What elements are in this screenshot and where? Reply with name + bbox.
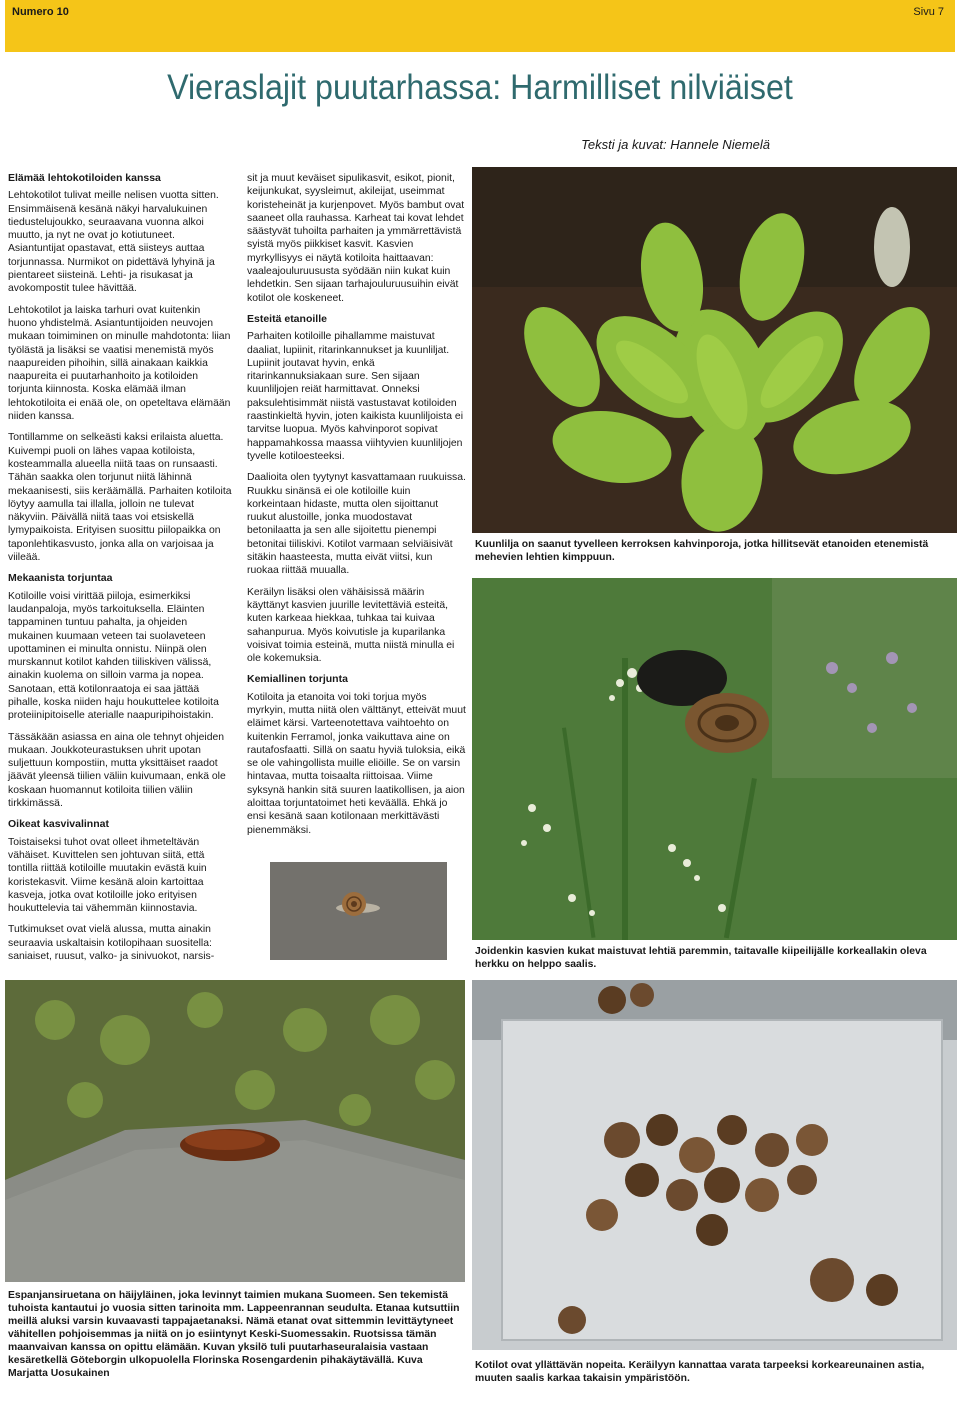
paragraph: Parhaiten kotiloille pihallamme maistuvat daaliat, lupiinit, ritarinkannukset ja kuunliljat. Lupiinit joutavat hyvin, enkä ritarinkannuksiakaan sure. Sen sijaan kuunliljojen reiät harmittavat. Onneksi paksulehtisimmät niistä vastustavat kotiloiden raastinkieltä hyvin, joten kaikista kuunliljoista ei tarvitse luopua. Myös kahvinporot sopivat happamahkossa maassa viihtyvien kuunliljojen tyvelle kotiloesteeksi. [247,331,464,462]
paragraph: Keräilyn lisäksi olen vähäisissä määrin käyttänyt kasvien juurille levitettäviä esteitä, kuten karkeaa hiekkaa, tuhkaa tai kuivaa sahanpurua. Myös koivutisle ja kuparilanka voisivat toimia esteinä, mutta niistä minulla ei ole kokemuksia. [247,586,455,665]
slug-photo [5,980,465,1282]
page-header-bar [5,0,955,52]
paragraph: Lehtokotilot tulivat meille nelisen vuotta sitten. Ensimmäisenä kesänä näkyi harvalukuinen tiedustelujoukko, seuraavana vuonna alkoi muutto, ja nyt ne ovat jo kotiutuneet. Asiantuntijat opastavat, että siisteys auttaa torjunnassa. Nurmikot on pidettävä lyhyinä ja pientareet siisteinä. Lehti- ja risukasat ja avokompostit tulee hävittää. [8,190,219,295]
paragraph: Toistaiseksi tuhot ovat olleet ihmeteltävän vähäiset. Kuvittelen sen johtuvan siitä, että tontilla riittää kotiloille muutakin evästä kuin koristekasvit. Viime kesänä aloin kartoittaa kasveja, jotka ovat kotiloille joko erityisen houkuttelevia tai vähemmän kiinnostavia. [8,836,207,915]
section-heading: Oikeat kasvivalinnat [8,818,109,831]
text-column-1 [8,172,232,971]
snails-in-box-photo [472,980,957,1350]
paragraph: Tontillamme on selkeästi kaksi erilaista aluetta. Kuivempi puoli on lähes vapaa kotiloista, kosteammalla alueella niitä taas on runsaasti. Tähän saakka olen torjunut niitä lähinnä mekaanisesti, siis keräämällä. Parhaiten kotiloita löytyy aamulla tai illalla, jolloin ne tulevat näkyviin. Päivällä niitä taas voi etsiskellä lymypaikoista. Erityisen suosittu piilopaikka on taponlehtikasvusto, jonka alla on varjoisaa ja viileää. [8,432,232,564]
flower-caption: Joidenkin kasvien kukat maistuvat lehtiä paremmin, taitavalle kiipeilijälle korkeallakin oleva herkku on helppo saalis. [475,946,927,970]
byline: Teksti ja kuvat: Hannele Niemelä [581,137,770,152]
text-column-2 [247,172,467,845]
page-number: Sivu 7 [913,6,944,18]
paragraph: Lehtokotilot ja laiska tarhuri ovat kuitenkin huono yhdistelmä. Asiantuntijoiden neuvojen mukaan toimiminen on minulle mahdotonta: liian työlästä ja lisäksi se vaatisi menemistä myös naapureiden pihoihin, sillä ainakaan kaikkia naapureita ei puutarhanhoito ja kotiloiden torjunta kiinnosta. Koska elämää ilman lehtokotiloita ei enää ole, on opeteltava elämään niiden kanssa. [8,304,231,423]
snail-on-flower-photo [472,578,957,940]
section-heading: Mekaanista torjuntaa [8,572,113,585]
issue-number: Numero 10 [12,6,69,18]
box-caption: Kotilot ovat yllättävän nopeita. Keräilyyn kannattaa varata tarpeeksi korkeareunainen astia, muuten saalis karkaa takaisin ympäristöön. [475,1360,925,1384]
paragraph: Tutkimukset ovat vielä alussa, mutta ainakin seuraavia uskaltaisin kotilopihaan suositella: saniaiset, ruusut, valko- ja sinivuokot, narsis- [8,924,215,963]
paragraph: Tässäkään asiassa en aina ole tehnyt ohjeiden mukaan. Joukkoteurastuksen uhrit upotan suljettuun kompostiin, mutta yksittäiset raadot jäävät yleensä tiilien väliin kuivumaan, enkä ole koskaan huomannut kotiloita tiilien väliin tirkkimässä. [8,731,226,810]
paragraph: Kotiloita ja etanoita voi toki torjua myös myrkyin, mutta niitä olen välttänyt, etteivät muut eläimet kärsi. Varteenotettava vaihtoehto on kuitenkin Ferramol, jonka vaikuttava aine on rautafosfaatti. Sillä on saatu hyviä tuloksia, eikä se ole vahingollista muille eliöille. Se on varsin hintavaa, mutta toisaalta riittoisaa. Viime syksynä hankin sitä suuren laatikollisen, ja aion aloittaa torjuntatoimet heti keväällä. Ehkä jo ensi kesänä saan kotilonaan merkittävästi pienemmäksi. [247,691,466,836]
hosta-photo [472,167,957,533]
paragraph: Daalioita olen tyytynyt kasvattamaan ruukuissa. Ruukku sinänsä ei ole kotiloille kuin korkeintaan hidaste, mutta olen sijoittanut ruukut alustoille, jonka muodostavat betonilaatta ja sen alle sijoitettu pienempi betonitai tiiliskivi. Kotilot varmaan selviäisivät sitäkin haasteesta, mutta eivät viitsi, kun ruokaa riittää muualla. [247,472,466,577]
snail-on-pavement-photo [270,862,447,960]
section-heading: Elämää lehtokotiloiden kanssa [8,172,161,184]
slug-caption: Espanjansiruetana on häijyläinen, joka levinnyt taimien mukana Suomeen. Sen tekemistä tuhoista kantautui jo vuosia sitten tarinoita mm. Lappeenrannan seudulta. Etanaa kutsuttiin meillä aluksi varsin kuvaavasti tappajaetanaksi. Nämä etanat ovat sittemmin levittäytyneet vähitellen pohjoisemmas ja niitä on jo esiintynyt Keski-Suomessakin. Ruotsissa tämän maanvaivan kanssa on opittu elämään. Kuvan yksilö tuli puutarhaseuralaisia vastaan kesäretkellä Göteborgin ulkopuolella Florinska Rosengardenin pihakäytävällä. Kuva Marjatta Uosukainen [8,1290,460,1379]
paragraph: Kotiloille voisi virittää piiloja, esimerkiksi laudanpaloja, myös tarkoituksella. Eläinten tappaminen tuntuu pahalta, ja ohjeiden mukainen kuumaan veteen tai suolaveteen upottaminen ei minulta onnistu. Niinpä olen murskannut kotilot kahden tiiliskiven välissä, ainakin kuolema on silloin varma ja nopea. Sanotaan, että kotilonraatoja ei saa jättää pihalle, koska niiden haju houkuttelee kotiloita proteiinipitoiselle aterialle naapuripihoistakin. [8,590,219,722]
hosta-caption: Kuunlilja on saanut tyvelleen kerroksen kahvinporoja, jotka hillitsevät etanoiden etenemistä mehevien lehtien kimppuun. [475,539,929,563]
section-heading: Esteitä etanoille [247,312,327,325]
article-title: Vieraslajit puutarhassa: Harmilliset nilviäiset [167,68,793,107]
section-heading: Kemiallinen torjunta [247,673,348,686]
paragraph: sit ja muut keväiset sipulikasvit, esikot, pionit, keijunkukat, syysleimut, akileijat, useimmat koristeheinät ja kurjenpovet. Myös bambut ovat saaneet olla rauhassa. Karheat tai kovat lehdet säästyvät tuhoilta parhaiten ja ymmärrettävistä syistä myös piikkiset kasvit. Kasvien myrkyllisyys ei näytä kotiloita haittaavan: vaaleajouluruususta syödään niin kukat kuin lehdetkin. Sen sijaan tarhajouluruusuihin eivät kotilot ole koskeneet. [247,173,465,304]
